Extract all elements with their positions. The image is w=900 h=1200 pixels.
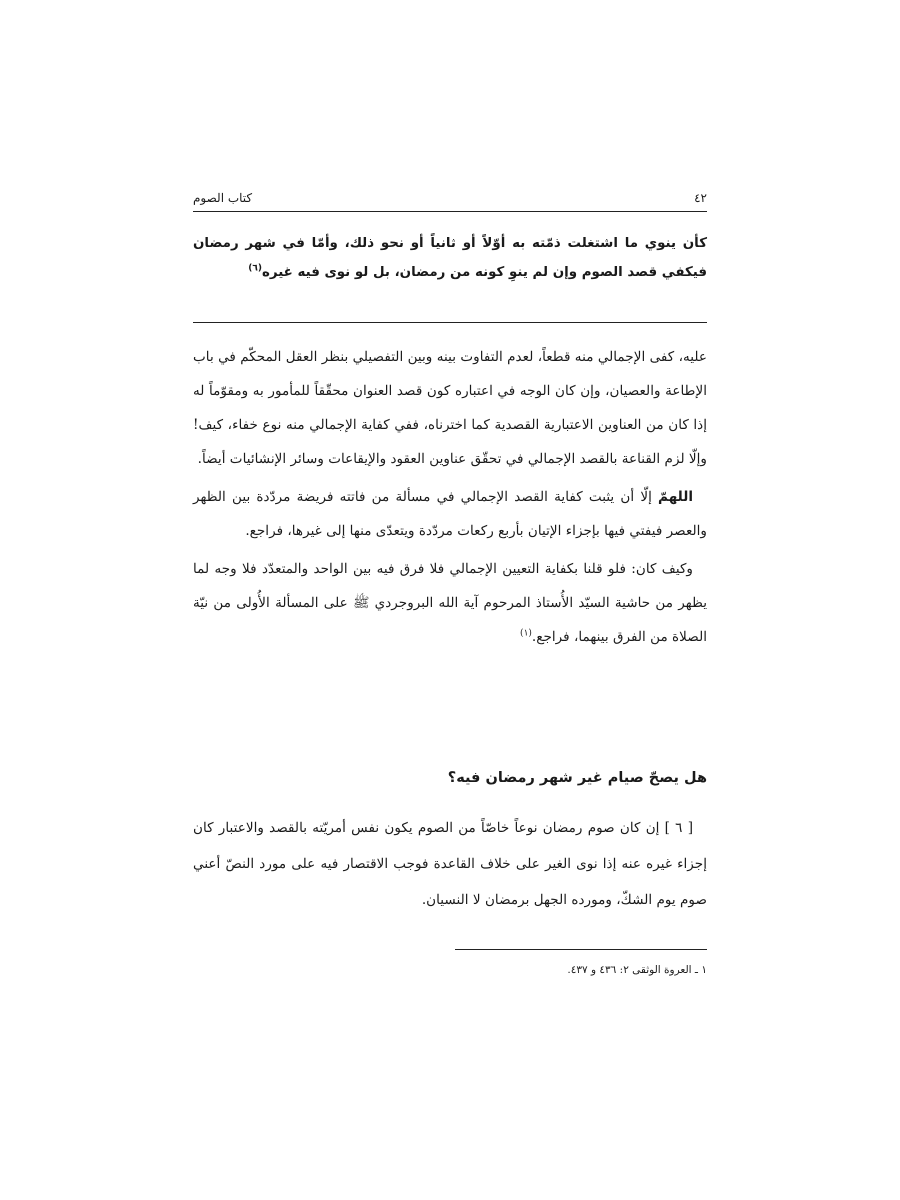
running-title: كتاب الصوم: [193, 191, 253, 205]
book-page: [193, 0, 707, 1200]
page-number: ٤٢: [694, 191, 707, 205]
text-separator: [193, 322, 707, 323]
footnote-ref: (١): [520, 628, 532, 639]
paragraph-lead: اللهمّ: [658, 489, 693, 505]
commentary: [193, 340, 707, 658]
paragraph-body: وكيف كان: فلو قلنا بكفاية التعيين الإجمالي فلا فرق فيه بين الواحد والمتعدّد فلا وجه لما يظهر من حاشية السيّد الأُستاذ المرحوم آية الله البروجردي ﷺ على المسألة الأُولى من نيّة الصلاة من الفرق بينهما، فراجع.: [193, 561, 707, 645]
paragraph: [193, 552, 707, 654]
paragraph-rest: إلّا أن يثبت كفاية القصد الإجمالي في مسألة من فاتته فريضة مردّدة بين الظهر والعصر فيفتي فيها بإجزاء الإتيان بأربع ركعات مردّدة ويتعدّى منها إلى غيرها، فراجع.: [193, 489, 707, 539]
section-heading: هل يصحّ صيام غير شهر رمضان فيه؟: [447, 770, 707, 786]
main-text-note-marker: (٦): [248, 263, 262, 274]
footnote: ١ ـ العروة الوثقى ٢: ٤٣٦ و ٤٣٧.: [567, 964, 707, 976]
section-body: [193, 810, 707, 918]
footnote-separator: [455, 949, 707, 950]
paragraph: [ ٦ ] إن كان صوم رمضان نوعاً خاصّاً من الصوم يكون نفس أمريّته بالقصد والاعتبار كان إجزاء غيره عنه إذا نوى الغير على خلاف القاعدة فوجب الاقتصار فيه على مورد النصّ أعني صوم يوم الشكّ، ومورده الجهل برمضان لا النسيان.: [193, 820, 707, 908]
paragraph: [193, 480, 707, 548]
main-text-body: كأن ينوي ما اشتغلت ذمّته به أوّلاً أو ثانياً أو نحو ذلك، وأمّا في شهر رمضان فيكفي قصد الصوم وإن لم ينوِ كونه من رمضان، بل لو نوى فيه غيره: [193, 236, 707, 280]
main-text: [193, 229, 707, 287]
paragraph: عليه، كفى الإجمالي منه قطعاً، لعدم التفاوت بينه وبين التفصيلي بنظر العقل المحكّم في باب الإطاعة والعصيان، وإن كان الوجه في اعتباره كون قصد العنوان محقّقاً للمأمور به ومقوّماً له إذا كان من العناوين الاعتبارية القصدية كما اخترناه، ففي كفاية الإجمالي منه نوع خفاء، كيف! وإلّا لزم القناعة بالقصد الإجمالي في تحقّق عناوين العقود والإيقاعات وسائر الإنشائيات أيضاً.: [193, 349, 707, 467]
page-header: [193, 191, 707, 212]
